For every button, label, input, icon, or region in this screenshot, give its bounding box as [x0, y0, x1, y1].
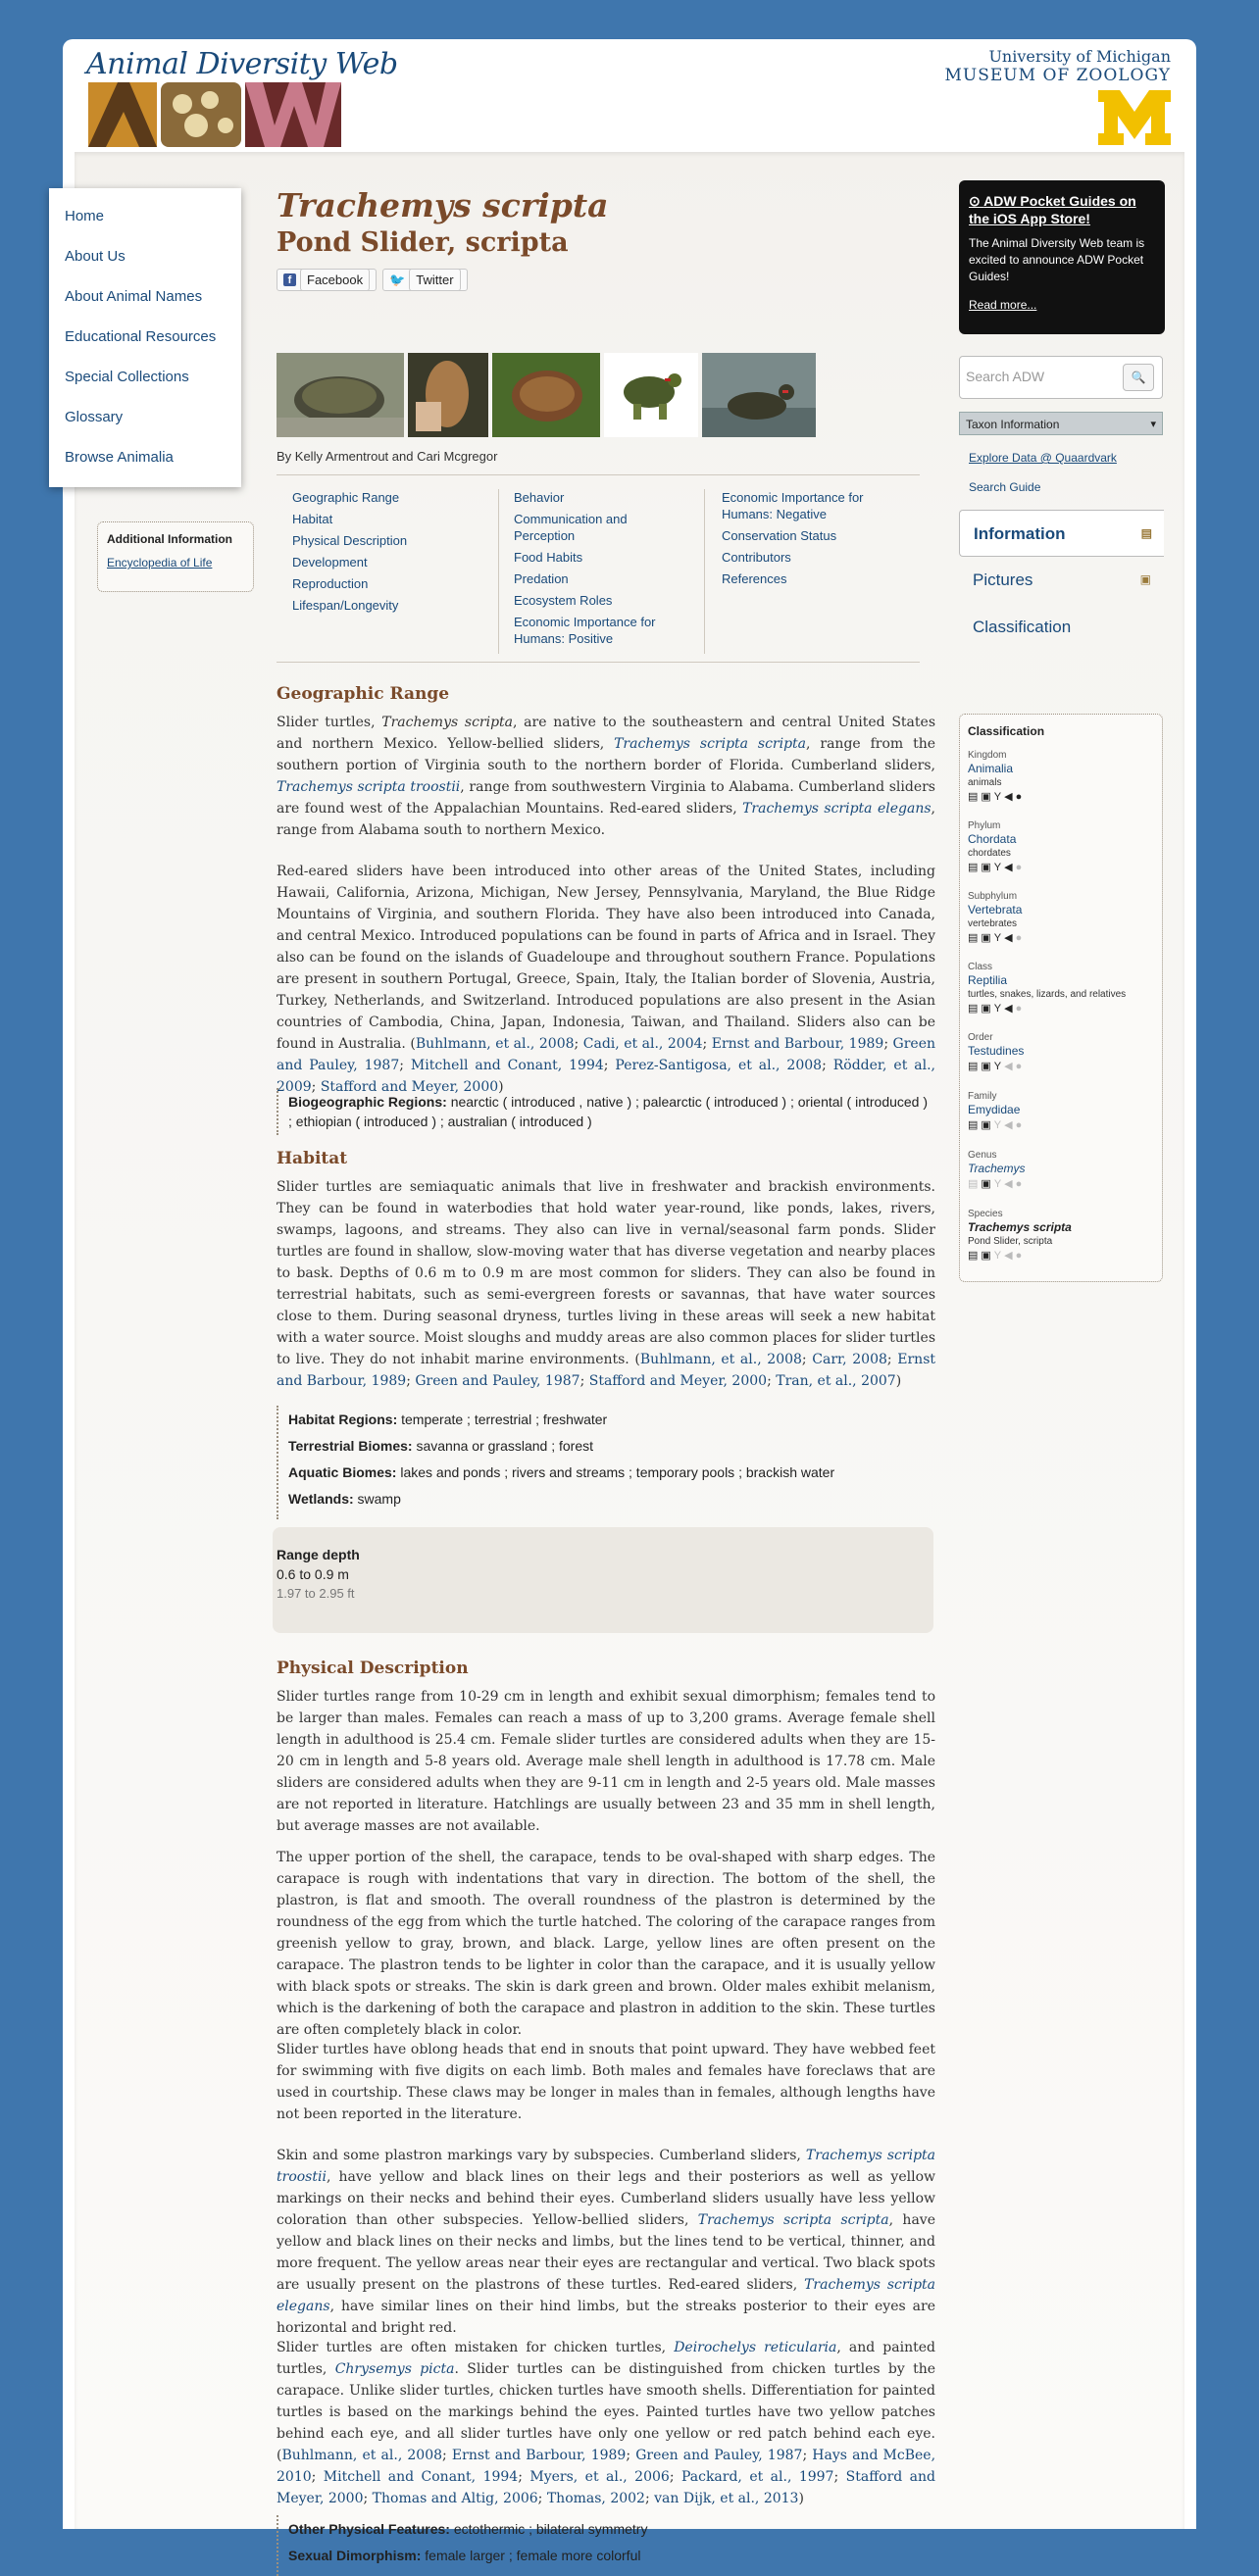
toc-behavior[interactable]: Behavior: [514, 490, 565, 505]
rank-media-icons[interactable]: ▤▣Y◀●: [968, 1119, 1026, 1131]
twitter-label: Twitter: [409, 269, 460, 291]
tab-classification-label: Classification: [973, 618, 1072, 636]
nav-glossary[interactable]: Glossary: [65, 409, 124, 425]
umich-branding[interactable]: [945, 47, 1171, 85]
geographic-range-paragraph-1: Slider turtles, Trachemys scripta, are native to the southeastern and central United States and northern Mexico. Yellow-bellied sliders, Trachemys scripta scripta, range from the southern portion of Virginia south to the northern border of Florida. Cumberland sliders, Trachemys scripta troostii, range from southwestern Virginia to Alabama. Cumberland sliders are found west of the Appalachian Mountains. Red-eared sliders, Trachemys scripta elegans, range from Alabama south to northern Mexico.: [277, 715, 935, 838]
rank-family: [968, 1091, 1158, 1133]
aquatic-biomes-values[interactable]: lakes and ponds ; rivers and streams ; temporary pools ; brackish water: [400, 1464, 835, 1480]
habitat-regions-values[interactable]: temperate ; terrestrial ; freshwater: [401, 1412, 608, 1427]
twitter-icon: 🐦: [389, 272, 406, 287]
thumbnail-1[interactable]: [277, 353, 404, 437]
museum-name: MUSEUM OF ZOOLOGY: [944, 66, 1171, 85]
habitat-heading: Habitat: [277, 1149, 348, 1168]
thumbnail-3[interactable]: [492, 353, 600, 437]
tab-classification[interactable]: [959, 604, 1163, 649]
toc-divider: [498, 489, 499, 654]
rank-label: Phylum: [968, 820, 1001, 831]
rank-common-name: turtles, snakes, lizards, and relatives: [968, 989, 1127, 1000]
classification-box: [959, 714, 1163, 1282]
wetlands-label: Wetlands:: [288, 1491, 354, 1507]
range-depth-imperial: 1.97 to 2.95 ft: [277, 1586, 355, 1601]
rank-media-icons[interactable]: ▤▣Y◀●: [968, 1178, 1026, 1190]
promo-body: The Animal Diversity Web team is excited to announce ADW Pocket Guides!: [969, 236, 1145, 283]
site-header: [63, 39, 1196, 152]
sexual-dimorphism-values[interactable]: female larger ; female more colorful: [425, 2548, 641, 2563]
toc-conservation[interactable]: Conservation Status: [722, 528, 837, 543]
wetlands-values[interactable]: swamp: [357, 1491, 401, 1507]
toc-divider: [704, 489, 705, 654]
other-features-label: Other Physical Features:: [288, 2521, 450, 2537]
thumbnail-4[interactable]: [604, 353, 698, 437]
rank-name[interactable]: Animalia: [968, 762, 1014, 775]
photo-thumbnails: [277, 353, 826, 439]
habitat-regions-label: Habitat Regions:: [288, 1412, 398, 1427]
search-button[interactable]: [1123, 364, 1154, 391]
rank-name[interactable]: Vertebrata: [968, 903, 1023, 916]
geographic-range-paragraph-2: Red-eared sliders have been introduced into other areas of the United States, including Hawaii, California, Arizona, Michigan, New Jersey, Pennsylvania, Maryland, the Blue Ridge Mountains of Virginia, and southern Florida. They have also been introduced into Canada, and central Mexico. Introduced populations can be found in parts of Africa and in Israel. They also can be found on the islands of Guadeloupe and throughout southern France. Populations are present in southern Portugal, Greece, Spain, Italy, the Italian border of Slovenia, Austria, Turkey, Netherlands, and Switzerland. Introduced populations are also present in the Asian countries of Cambodia, China, Japan, Indonesia, Taiwan, and Thailand. Sliders also can be found in Australia. (Buhlmann, et al., 2008; Cadi, et al., 2004; Ernst and Barbour, 1989; Green and Pauley, 1987; Mitchell and Conant, 1994; Perez-Santigosa, et al., 2008; Rödder, et al., 2009; Stafford and Meyer, 2000): [277, 864, 936, 1095]
rank-name[interactable]: Reptilia: [968, 973, 1008, 987]
twitter-button[interactable]: [382, 269, 467, 291]
biogeo-values[interactable]: nearctic ( introduced , native ) ; palearctic ( introduced ) ; oriental ( introduced ) ; ethiopian ( introduced ) ; australian ( introduced ): [288, 1094, 929, 1129]
adw-logo[interactable]: [88, 82, 341, 147]
taxon-select-value: Taxon Information: [966, 418, 1060, 431]
toc-food-habits[interactable]: Food Habits: [514, 550, 583, 565]
range-depth-label: Range depth: [277, 1547, 360, 1562]
rank-label: Species: [968, 1209, 1003, 1219]
toc-ecosystem-roles[interactable]: Ecosystem Roles: [514, 593, 613, 608]
toc-contributors[interactable]: Contributors: [722, 550, 791, 565]
rank-name[interactable]: Emydidae: [968, 1103, 1021, 1116]
toc-references[interactable]: References: [722, 571, 787, 586]
rank-media-icons[interactable]: ▤▣Y◀●: [968, 932, 1026, 944]
rank-label: Order: [968, 1032, 993, 1043]
rank-label: Genus: [968, 1150, 997, 1161]
rank-media-icons[interactable]: ▤▣Y◀●: [968, 1061, 1026, 1072]
tab-information[interactable]: [959, 510, 1164, 557]
promo-read-more[interactable]: Read more...: [969, 298, 1037, 312]
page: [63, 39, 1196, 2563]
rank-label: Kingdom: [968, 750, 1007, 761]
scientific-name: Trachemys scripta: [277, 186, 609, 224]
promo-heading[interactable]: ⊙ ADW Pocket Guides on the iOS App Store!: [969, 193, 1136, 226]
physical-description-paragraph-1: Slider turtles range from 10-29 cm in length and exhibit sexual dimorphism; females tend to be larger than males. Females can reach a mass of up to 3,200 grams. Average female shell length in adulthood is 25.4 cm. Female slider turtles are considered adults when they are 15-20 cm in length and 5-8 years old. Average male shell length in adulthood is 17.78 cm. Male sliders are considered adults when they are 9-11 cm in length and 2-5 years old. Male masses are not reported in literature. Hatchlings are usually between 23 and 35 mm in shell length, but average masses are not available.: [277, 1689, 935, 1834]
physical-description-heading: Physical Description: [277, 1659, 469, 1678]
toc-econ-positive[interactable]: Economic Importance for Humans: Positive: [514, 615, 656, 646]
habitat-keywords: [277, 1406, 932, 1519]
tab-information-label: Information: [974, 524, 1066, 543]
toc-lifespan[interactable]: Lifespan/Longevity: [292, 598, 399, 613]
classification-title: Classification: [968, 724, 1045, 738]
byline: By Kelly Armentrout and Cari Mcgregor: [277, 449, 498, 464]
search-guide-link[interactable]: Search Guide: [969, 480, 1041, 494]
toc-communication[interactable]: Communication and Perception: [514, 512, 628, 543]
nav-special-collections[interactable]: Special Collections: [65, 369, 189, 385]
biogeo-label: Biogeographic Regions:: [288, 1094, 447, 1110]
camera-icon: ▣: [1139, 572, 1151, 586]
facebook-label: Facebook: [300, 269, 370, 291]
rank-label: Family: [968, 1091, 997, 1102]
rank-class: [968, 962, 1158, 1016]
nav-browse-animalia[interactable]: Browse Animalia: [65, 449, 174, 466]
rank-subphylum: [968, 891, 1158, 946]
left-navigation: [49, 188, 241, 487]
nav-about-animal-names[interactable]: About Animal Names: [65, 288, 203, 305]
rank-species: [968, 1209, 1158, 1263]
main-column: [277, 186, 936, 2563]
table-of-contents: [277, 474, 920, 663]
facebook-button[interactable]: [277, 269, 377, 291]
terrestrial-biomes-values[interactable]: savanna or grassland ; forest: [416, 1438, 594, 1454]
search-box: [959, 356, 1163, 399]
physical-features-keywords: [277, 2515, 932, 2576]
facebook-icon: f: [283, 273, 296, 286]
habitat-paragraph: Slider turtles are semiaquatic animals that live in freshwater and brackish environments. They can be found in waterbodies that hold water year-round, like ponds, lakes, rivers, swamps, lagoons, and streams. They also can live in vernal/seasonal farm ponds. Slider turtles are found in shallow, slow-moving water that has diverse vegetation and nearby places to bask. Depths of 0.6 m to 0.9 m are most common for sliders. They can also be found in terrestrial habitats, such as semi-evergreen forests or savannas, that have water sources close to them. During seasonal dryness, turtles living in these areas will seek a new habitat with a water source. Moist sloughs and muddy areas are also common places for slider turtles to live. They do not inhabit marine environments. (Buhlmann, et al., 2008; Carr, 2008; Ernst and Barbour, 1989; Green and Pauley, 1987; Stafford and Meyer, 2000; Tran, et al., 2007): [277, 1179, 936, 1389]
toc-predation[interactable]: Predation: [514, 571, 569, 586]
toc-column-2: [514, 489, 686, 652]
thumbnail-5[interactable]: [702, 353, 816, 437]
additional-info-title: Additional Information: [107, 532, 232, 546]
document-icon: ▤: [1140, 526, 1152, 540]
umich-m-logo[interactable]: [1098, 90, 1171, 145]
rank-media-icons[interactable]: ▤▣Y◀●: [968, 862, 1026, 873]
rank-media-icons[interactable]: ▤▣Y◀●: [968, 1250, 1026, 1262]
rank-name[interactable]: Chordata: [968, 832, 1017, 846]
physical-description-paragraph-4: Skin and some plastron markings vary by subspecies. Cumberland sliders, Trachemys scripta troostii, have yellow and black lines on their legs and their posteriors as well as yellow markings on their necks and behind their eyes. Cumberland sliders usually have less yellow coloration than other subspecies. Yellow-bellied sliders, Trachemys scripta scripta, have yellow and black lines on their necks and limbs, but the lines tend to be vertical, thinner, and more frequent. The yellow areas near their eyes are rectangular and vertical. Two black spots are usually present on the plastrons of these turtles. Red-eared sliders, Trachemys scripta elegans, have similar lines on their hind limbs, but the streaks posterior to their eyes are horizontal and bright red.: [277, 2148, 936, 2336]
toc-geographic-range[interactable]: Geographic Range: [292, 490, 400, 505]
search-input[interactable]: Search ADW: [966, 369, 1045, 384]
geographic-range-heading: Geographic Range: [277, 684, 450, 704]
range-depth-box: [273, 1527, 933, 1633]
toc-column-3: [722, 489, 908, 592]
toc-reproduction[interactable]: Reproduction: [292, 576, 369, 591]
taxon-info-select[interactable]: [959, 412, 1163, 435]
physical-description-paragraph-5: Slider turtles are often mistaken for chicken turtles, Deirochelys reticularia, and painted turtles, Chrysemys picta. Slider turtles can be distinguished from chicken turtles by the carapace. Unlike slider turtles, chicken turtles have smooth shells. Differentiation for painted turtles is based on the markings behind the eyes. Painted turtles have two yellow patches behind each eye, and all slider turtles have only one yellow or red patch behind each eye. (Buhlmann, et al., 2008; Ernst and Barbour, 1989; Green and Pauley, 1987; Hays and McBee, 2010; Mitchell and Conant, 1994; Myers, et al., 2006; Packard, et al., 1997; Stafford and Meyer, 2000; Thomas and Altig, 2006; Thomas, 2002; van Dijk, et al., 2013): [277, 2340, 936, 2506]
biogeographic-regions: [277, 1088, 932, 1135]
promo-heading-text: ADW Pocket Guides on the iOS App Store!: [969, 193, 1136, 226]
explore-data-link[interactable]: Explore Data @ Quaardvark: [969, 451, 1117, 465]
additional-info-box: [97, 521, 254, 592]
rank-media-icons[interactable]: ▤▣Y◀●: [968, 791, 1026, 803]
toc-physical-description[interactable]: Physical Description: [292, 533, 408, 548]
toc-column-1: [292, 489, 488, 619]
university-name: University of Michigan: [988, 47, 1171, 66]
tab-pictures[interactable]: [959, 557, 1163, 602]
eol-link[interactable]: Encyclopedia of Life: [107, 556, 213, 570]
nav-educational-resources[interactable]: Educational Resources: [65, 328, 217, 345]
terrestrial-biomes-label: Terrestrial Biomes:: [288, 1438, 413, 1454]
rank-label: Class: [968, 962, 993, 972]
rank-name[interactable]: Trachemys: [968, 1162, 1026, 1175]
tab-pictures-label: Pictures: [973, 570, 1033, 589]
other-features-values[interactable]: ectothermic ; bilateral symmetry: [453, 2521, 648, 2537]
rank-name[interactable]: Testudines: [968, 1044, 1025, 1058]
toc-econ-negative[interactable]: Economic Importance for Humans: Negative: [722, 490, 864, 521]
rank-common-name: animals: [968, 777, 1002, 788]
sexual-dimorphism-label: Sexual Dimorphism:: [288, 2548, 422, 2563]
nav-home[interactable]: Home: [65, 208, 105, 224]
rank-common-name: chordates: [968, 848, 1011, 859]
rank-phylum: [968, 820, 1158, 875]
toc-development[interactable]: Development: [292, 555, 368, 570]
site-title[interactable]: Animal Diversity Web: [86, 47, 398, 81]
rank-order: [968, 1032, 1158, 1074]
toc-habitat[interactable]: Habitat: [292, 512, 333, 526]
rank-kingdom: [968, 750, 1158, 805]
thumbnail-2[interactable]: [408, 353, 488, 437]
physical-description-paragraph-3: Slider turtles have oblong heads that end in snouts that point upward. They have webbed feet for swimming with five digits on each limb. Both males and females have foreclaws that are used in courtship. These claws may be longer in males than in females, although lengths have not been reported in the literature.: [277, 2042, 935, 2122]
rank-media-icons[interactable]: ▤▣Y◀●: [968, 1003, 1026, 1015]
chevron-down-icon: ▾: [1150, 419, 1156, 430]
nav-about-us[interactable]: About Us: [65, 248, 126, 265]
rank-name: Trachemys scripta: [968, 1220, 1072, 1234]
pocket-guides-promo: [959, 180, 1165, 334]
search-icon: 🔍: [1131, 371, 1146, 384]
rank-genus: [968, 1150, 1158, 1192]
social-buttons: [277, 269, 935, 292]
rank-common-name: vertebrates: [968, 918, 1018, 929]
rank-label: Subphylum: [968, 891, 1018, 902]
range-depth-value: 0.6 to 0.9 m: [277, 1566, 349, 1582]
physical-description-paragraph-2: The upper portion of the shell, the carapace, tends to be oval-shaped with sharp edges. The carapace is rough with indentations that vary in direction. The bottom of the shell, the plastron, is flat and smooth. The overall roundness of the plastron is determined by the roundness of the egg from which the turtle hatched. The coloring of the carapace ranges from greenish yellow to gray, brown, and black. Large, yellow lines are often present on the carapace. The plastron tends to be lighter in color than the carapace, and it is usually yellow with black spots or streaks. The skin is dark green and brown. Older males exhibit melanism, which is the darkening of both the carapace and plastron in addition to the skin. These turtles are often completely black in color.: [277, 1850, 935, 2038]
specimen-icon: Y: [993, 791, 1005, 803]
common-name: Pond Slider, scripta: [277, 227, 569, 258]
rank-common-name: Pond Slider, scripta: [968, 1236, 1053, 1247]
aquatic-biomes-label: Aquatic Biomes:: [288, 1464, 397, 1480]
